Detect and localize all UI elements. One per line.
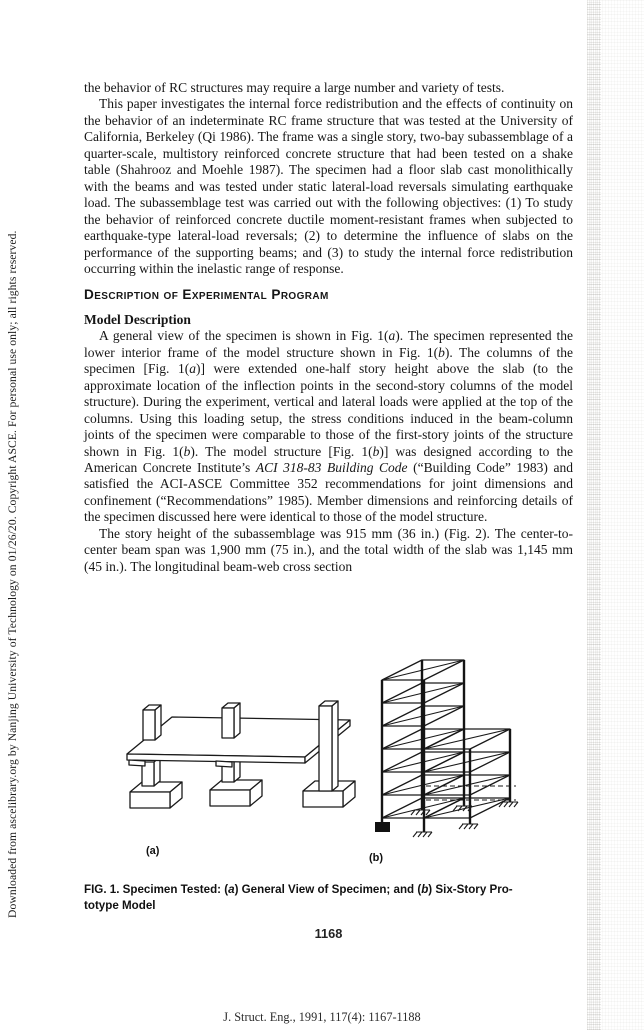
text-column — [84, 80, 573, 575]
subsection-heading: Model Description — [84, 311, 191, 327]
paragraph: A general view of the specimen is shown in Fig. 1(a). The specimen represented the lower interior frame of the model structure shown in Fig. 1(b). The columns of the specimen [Fig. 1(a)] were extended one-half story height above the slab (to the approximate location of the inflection points in the second-story columns of the model structure). During the experiment, vertical and lateral loads were applied at the top of the columns. Using this loading setup, the stress conditions induced in the beam-column joints of the specimen were comparable to those of the first-story joints of the structure shown in Fig. 1(b). The model structure [Fig. 1(b)] was designed according to the American Concrete Institute’s ACI 318-83 Building Code (“Building Code” 1983) and satisfied the ACI-ASCE Committee 352 recommendations for joint dimensions and confinement (“Recommendations” 1985). Member dimensions and reinforcing details of the specimen discussed here were identical to those of the model structure. — [84, 328, 574, 525]
section-heading: Description of Experimental Program — [84, 287, 329, 303]
figure-label-b: (b) — [369, 852, 384, 864]
figure-1b-prototype-drawing — [366, 656, 536, 856]
figure-caption — [84, 882, 589, 913]
figure-caption-line2: totype Model — [84, 898, 156, 912]
paragraph: The story height of the subassemblage was 915 mm (36 in.) (Fig. 2). The center-to-center beam span was 1,900 mm (75 in.), and the total width of the slab was 1,145 mm (45 in.). The longitudinal beam-web cross section — [84, 525, 573, 574]
scan-noise-strip — [587, 0, 644, 1030]
page-number: 1168 — [314, 926, 343, 941]
columns — [382, 660, 510, 832]
journal-citation: J. Struct. Eng., 1991, 117(4): 1167-1188 — [223, 1010, 421, 1024]
download-watermark: Downloaded from ascelibrary.org by Nanjing University of Technology on 01/26/20. Copyright ASCE. For personal use only; all rights reserved. — [6, 230, 19, 918]
paragraph: This paper investigates the internal force redistribution and the effects of continuity on the behavior of an indeterminate RC frame structure that was tested at the University of California, Berkeley (Qi 1986). The frame was a single story, two-bay subassemblage of a quarter-scale, multistory reinforced concrete structure that had been tested on a shake table (Shahrooz and Moehle 1987). The specimen had a floor slab cast monolithically with the beams and was tested under static lateral-load reversals simulating earthquake load. The subassemblage test was carried out with the following objectives: (1) To study the behavior of reinforced concrete ductile moment-resistant frames when subjected to earthquake-type lateral-load reversals; (2) to determine the influence of slabs on the performance of the supporting beams; and (3) to study the internal force redistribution occurring within the inelastic range of response. — [84, 96, 573, 276]
figure-label-a: (a) — [146, 845, 160, 857]
figure-caption-line1: FIG. 1. Specimen Tested: (a) General View of Specimen; and (b) Six-Story Pro- — [84, 883, 513, 896]
figure-1a-specimen-drawing — [100, 692, 360, 852]
paragraph: the behavior of RC structures may require a large number and variety of tests. — [84, 80, 505, 95]
